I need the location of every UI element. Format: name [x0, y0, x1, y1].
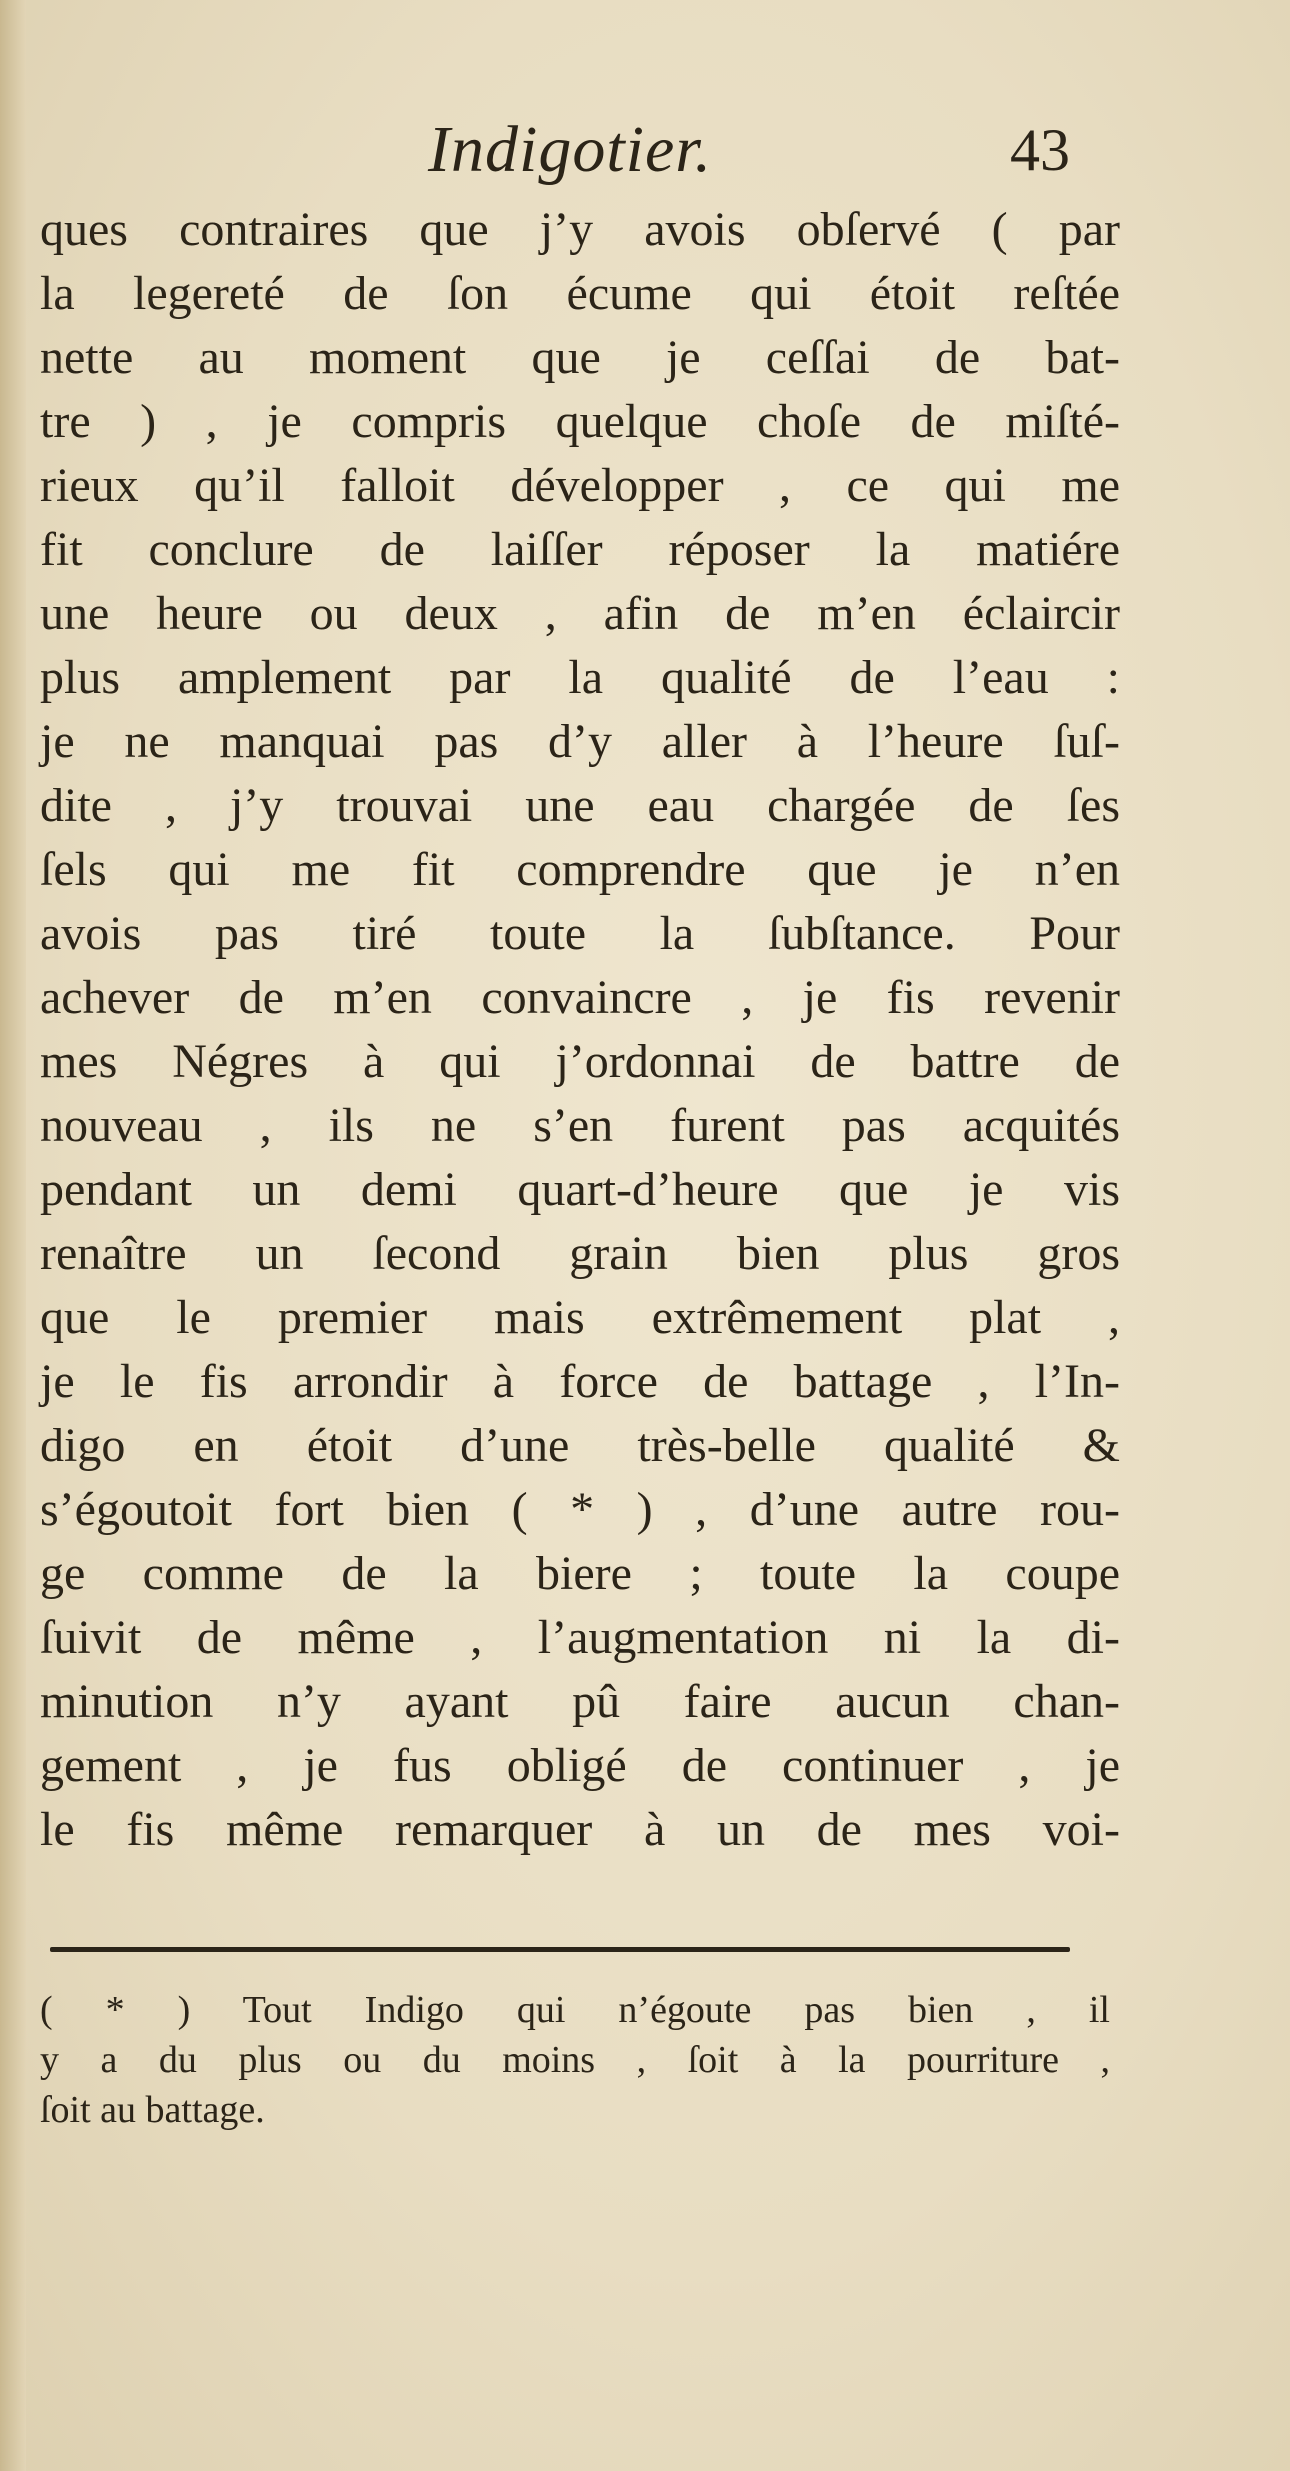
text-line: renaître un ſecond grain bien plus gros: [40, 1227, 1120, 1280]
text-line: avois pas tiré toute la ſubſtance. Pour: [40, 907, 1120, 960]
footnote-rule: [50, 1947, 1070, 1952]
text-line: plus amplement par la qualité de l’eau :: [40, 651, 1120, 704]
text-line: fit conclure de laiſſer réposer la matiére: [40, 523, 1120, 576]
text-line: que le premier mais extrêmement plat ,: [40, 1291, 1120, 1344]
body-text: [40, 198, 1120, 1862]
text-line: je le fis arrondir à force de battage , l’In-: [40, 1355, 1120, 1408]
running-title: Indigotier.: [428, 113, 713, 186]
text-line: digo en étoit d’une très-belle qualité &: [40, 1419, 1120, 1472]
text-line: ſuivit de même , l’augmentation ni la di-: [40, 1611, 1120, 1664]
page-binding-edge: [0, 0, 26, 2471]
page-number: 43: [1010, 117, 1070, 183]
text-line: ques contraires que j’y avois obſervé ( par: [40, 203, 1120, 256]
text-line: s’égoutoit fort bien ( * ) , d’une autre rou-: [40, 1483, 1120, 1536]
text-line: dite , j’y trouvai une eau chargée de ſes: [40, 779, 1120, 832]
text-line: tre ) , je compris quelque choſe de miſté-: [40, 395, 1120, 448]
text-line: achever de m’en convaincre , je fis revenir: [40, 971, 1120, 1024]
text-line: pendant un demi quart-d’heure que je vis: [40, 1163, 1120, 1216]
text-line: rieux qu’il falloit développer , ce qui me: [40, 459, 1120, 512]
text-line: minution n’y ayant pû faire aucun chan-: [40, 1675, 1120, 1728]
page-header: [0, 112, 1290, 192]
text-line: nouveau , ils ne s’en furent pas acquités: [40, 1099, 1120, 1152]
text-line: nette au moment que je ceſſai de bat-: [40, 331, 1120, 384]
text-line: une heure ou deux , afin de m’en éclaircir: [40, 587, 1120, 640]
text-line: ſels qui me fit comprendre que je n’en: [40, 843, 1120, 896]
text-line: la legereté de ſon écume qui étoit reſtée: [40, 267, 1120, 320]
text-line: je ne manquai pas d’y aller à l’heure ſuſ-: [40, 715, 1120, 768]
text-line: ge comme de la biere ; toute la coupe: [40, 1547, 1120, 1600]
footnote-line: ſoit au battage.: [40, 2089, 265, 2131]
footnote-line: y a du plus ou du moins , ſoit à la pourriture ,: [40, 2039, 1110, 2081]
text-line: mes Négres à qui j’ordonnai de battre de: [40, 1035, 1120, 1088]
text-line: gement , je fus obligé de continuer , je: [40, 1739, 1120, 1792]
footnote-line: ( * ) Tout Indigo qui n’égoute pas bien , il: [40, 1989, 1110, 2031]
footnote: [40, 1985, 1110, 2135]
text-line: le fis même remarquer à un de mes voi-: [40, 1803, 1120, 1856]
